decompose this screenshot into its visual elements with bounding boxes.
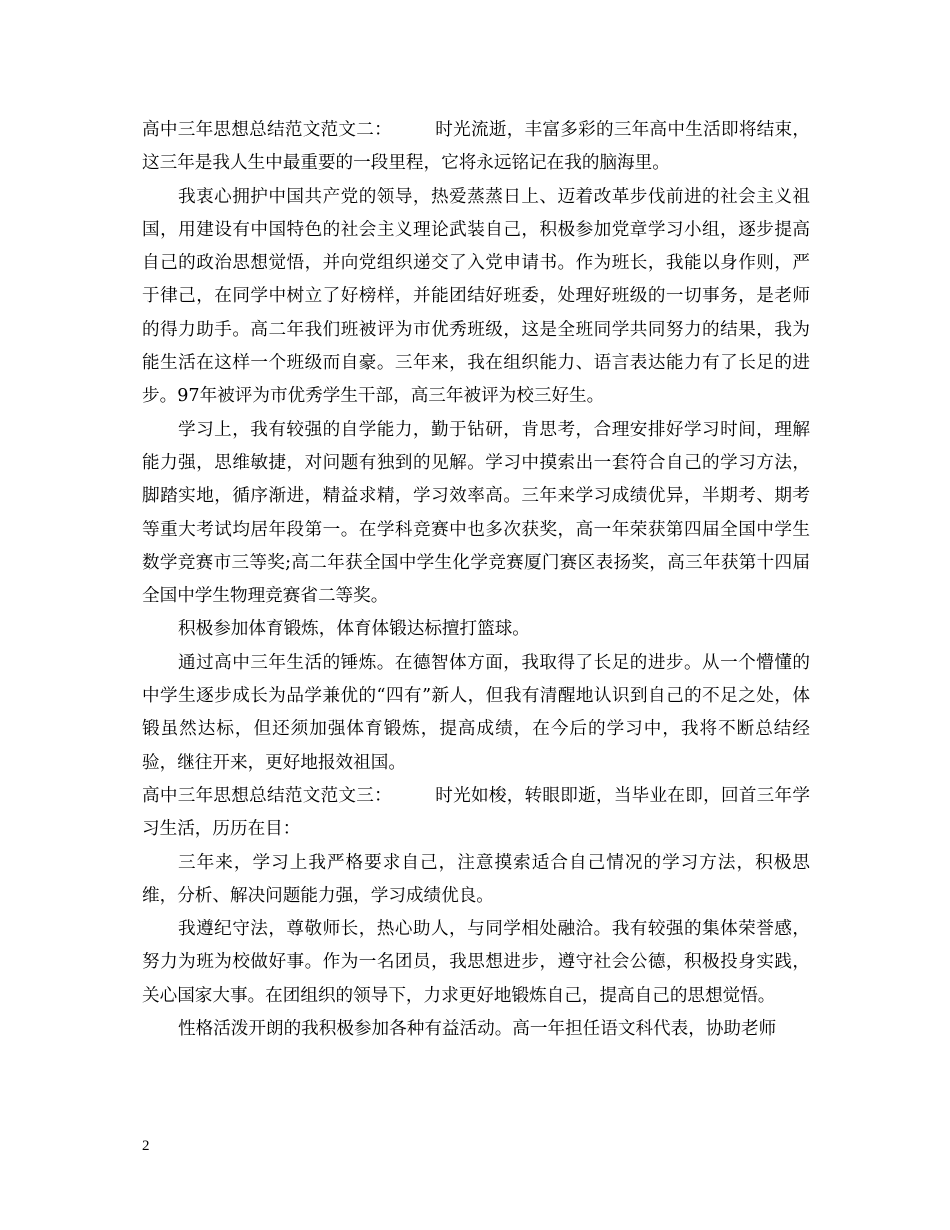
body-paragraph (142, 913, 810, 1013)
section-heading-paragraph (142, 114, 810, 181)
paragraph-text: 我遵纪守法，尊敬师长，热心助人，与同学相处融洽。我有较强的集体荣誉感，努力为班为校做好事。作为一名团员，我思想进步，遵守社会公德，积极投身实践，关心国家大事。在团组织的领导下，力求更好地锻炼自己，提高自己的思想觉悟。 (142, 919, 810, 1006)
body-paragraph (142, 613, 810, 646)
section-heading-paragraph (142, 780, 810, 847)
body-paragraph (142, 647, 810, 780)
section-heading: 高中三年思想总结范文范文三： (142, 785, 392, 806)
paragraph-text: 我衷心拥护中国共产党的领导，热爱蒸蒸日上、迈着改革步伐前进的社会主义祖国，用建设有中国特色的社会主义理论武装自己，积极参加党章学习小组，逐步提高自己的政治思想觉悟，并向党组织递交了入党申请书。作为班长，我能以身作则，严于律己，在同学中树立了好榜样，并能团结好班委，处理好班级的一切事务，是老师的得力助手。高二年我们班被评为市优秀班级，这是全班同学共同努力的结果，我为能生活在这样一个班级而自豪。三年来，我在组织能力、语言表达能力有了长足的进步。97年被评为市优秀学生干部，高三年被评为校三好生。 (142, 186, 810, 407)
body-paragraph (142, 414, 810, 614)
body-paragraph (142, 847, 810, 914)
body-paragraph (142, 181, 810, 414)
paragraph-text: 时光流逝，丰富多彩的三年高中生活即将结束，这三年是我人生中最重要的一段里程，它将永远铭记在我的脑海里。 (142, 120, 810, 174)
paragraph-text: 学习上，我有较强的自学能力，勤于钻研，肯思考，合理安排好学习时间，理解能力强，思维敏捷，对问题有独到的见解。学习中摸索出一套符合自己的学习方法，脚踏实地，循序渐进，精益求精，学习效率高。三年来学习成绩优异，半期考、期考等重大考试均居年段第一。在学科竞赛中也多次获奖，高一年荣获第四届全国中学生数学竞赛市三等奖;高二年获全国中学生化学竞赛厦门赛区表扬奖，高三年获第十四届全国中学生物理竞赛省二等奖。 (142, 419, 810, 607)
paragraph-text: 积极参加体育锻炼，体育体锻达标擅打篮球。 (178, 619, 530, 640)
page-number: 2 (142, 1138, 150, 1154)
paragraph-text: 时光如梭，转眼即逝，当毕业在即，回首三年学习生活，历历在目： (142, 785, 810, 840)
paragraph-text: 性格活泼开朗的我积极参加各种有益活动。高一年担任语文科代表，协助老师 (178, 1019, 777, 1040)
paragraph-text: 通过高中三年生活的锤炼。在德智体方面，我取得了长足的进步。从一个懵懂的中学生逐步成长为品学兼优的“四有”新人，但我有清醒地认识到自己的不足之处，体锻虽然达标，但还须加强体育锻炼，提高成绩，在今后的学习中，我将不断总结经验，继往开来，更好地报效祖国。 (142, 652, 810, 773)
body-paragraph (142, 1013, 810, 1046)
section-heading: 高中三年思想总结范文范文二： (142, 120, 392, 140)
document-body (142, 114, 810, 1046)
paragraph-text: 三年来，学习上我严格要求自己，注意摸索适合自己情况的学习方法，积极思维，分析、解决问题能力强，学习成绩优良。 (142, 852, 810, 906)
